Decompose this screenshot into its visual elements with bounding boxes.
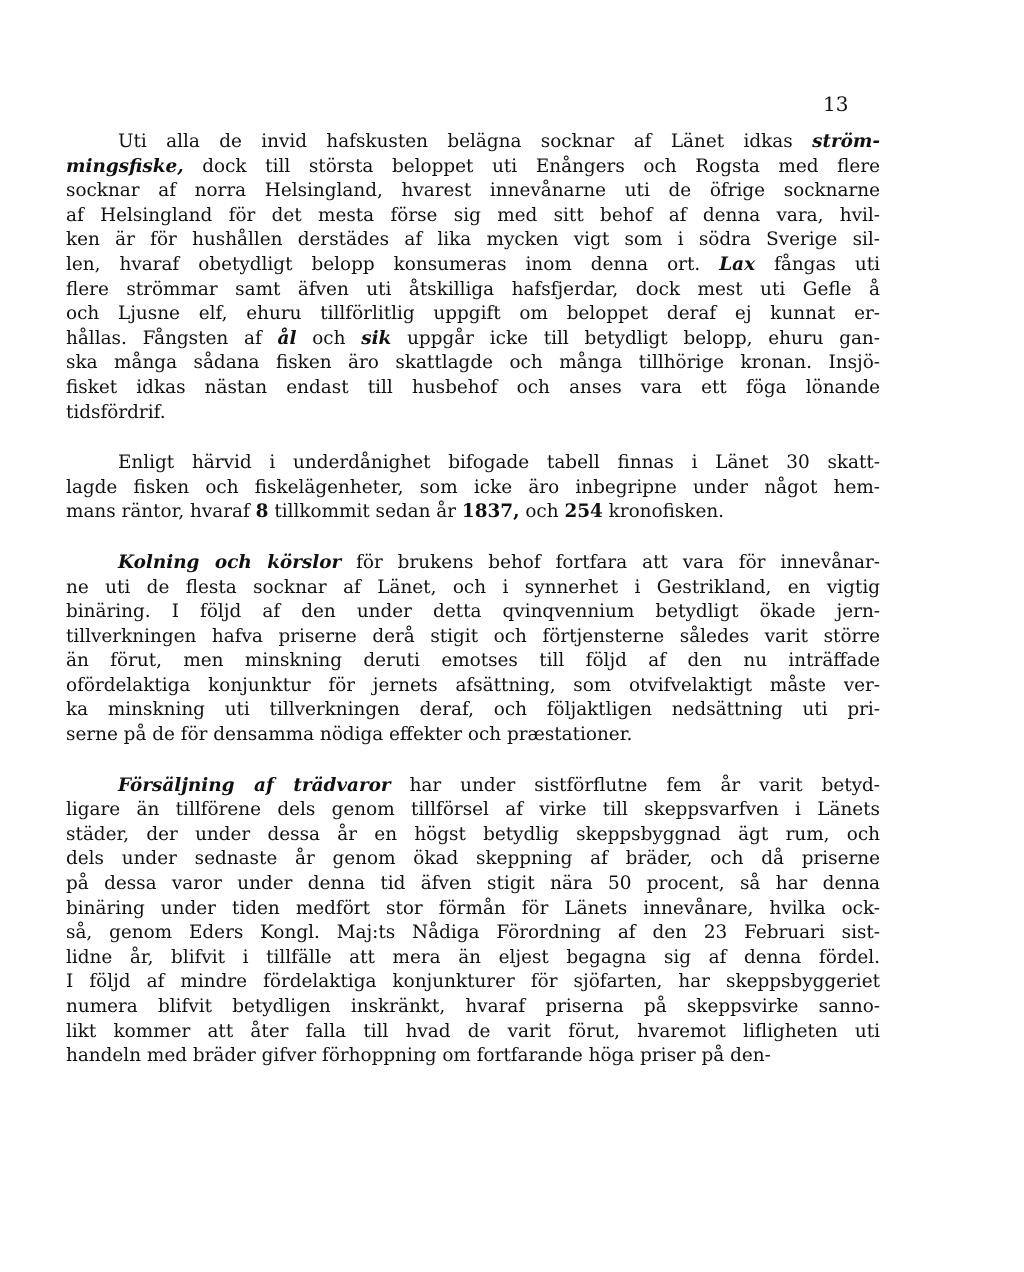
text-run: dels under sednaste år genom ökad skeppning af bräder, och då priserne bbox=[66, 848, 880, 870]
text-run: Kolning och körslor bbox=[118, 551, 342, 573]
text-line bbox=[66, 551, 880, 576]
text-run: ska många sådana fisken äro skattlagde och många tillhörige kronan. Insjö- bbox=[66, 352, 880, 374]
text-line bbox=[66, 1044, 880, 1069]
text-line bbox=[66, 302, 880, 327]
text-run: har under sistförflutne fem år varit betyd- bbox=[390, 774, 881, 796]
body-text bbox=[66, 130, 880, 1069]
text-run: serne på de för densamma nödiga effekter och præstationer. bbox=[66, 724, 633, 746]
paragraph-forsaljning-af-tradvaror bbox=[66, 774, 880, 1069]
text-line bbox=[66, 600, 880, 625]
text-run: af Helsingland för det mesta förse sig med sitt behof af denna vara, hvil- bbox=[66, 204, 880, 226]
text-run: kronofisken. bbox=[602, 501, 725, 523]
text-line bbox=[66, 823, 880, 848]
text-run: I följd af mindre fördelaktiga konjunkturer för sjöfarten, har skeppsbyggeriet bbox=[66, 971, 880, 993]
text-run: socknar af norra Helsingland, hvarest innevånarne uti de öfrige socknarne bbox=[66, 180, 880, 202]
text-run: ne uti de flesta socknar af Länet, och i synnerhet i Gestrikland, en vigtig bbox=[66, 576, 880, 598]
text-line bbox=[66, 946, 880, 971]
text-line bbox=[66, 155, 880, 180]
text-run: sik bbox=[361, 327, 392, 349]
text-run: dock till största beloppet uti Enångers och Rogsta med flere bbox=[183, 155, 880, 177]
text-run: än förut, men minskning deruti emotses till följd af den nu inträffade bbox=[66, 650, 880, 672]
text-line bbox=[66, 995, 880, 1020]
text-run: för brukens behof fortfara att vara för innevånar- bbox=[341, 551, 880, 573]
text-run: 8 bbox=[255, 501, 269, 523]
text-run: Enligt härvid i underdånighet bifogade tabell finnas i Länet 30 skatt- bbox=[118, 452, 880, 474]
text-run: så, genom Eders Kongl. Maj:ts Nådiga Förordning af den 23 Februari sist- bbox=[66, 922, 880, 944]
text-line bbox=[66, 204, 880, 229]
text-run: städer, der under dessa år en högst betydlig skeppsbyggnad ägt rum, och bbox=[66, 823, 880, 845]
text-run: lagde fisken och fiskelägenheter, som icke äro inbegripne under något hem- bbox=[66, 476, 880, 498]
text-line bbox=[66, 179, 880, 204]
text-run: fisket idkas nästan endast till husbehof och anses vara ett föga lönande bbox=[66, 376, 880, 398]
text-line bbox=[66, 872, 880, 897]
text-run: på dessa varor under denna tid äfven stigit nära 50 procent, så har denna bbox=[66, 873, 880, 895]
text-line bbox=[66, 228, 880, 253]
text-run: och bbox=[296, 327, 362, 349]
text-line bbox=[66, 376, 880, 401]
page-number: 13 bbox=[823, 92, 849, 116]
text-run: Försäljning af trädvaror bbox=[118, 774, 391, 796]
text-run: Uti alla de invid hafskusten belägna socknar af Länet idkas bbox=[118, 131, 813, 152]
text-line bbox=[66, 327, 880, 352]
paragraph-kolning-och-korslor bbox=[66, 551, 880, 748]
text-run: ken är för hushållen derstädes af lika mycken vigt som i södra Sverige sil- bbox=[66, 229, 880, 251]
text-line bbox=[66, 698, 880, 723]
text-line bbox=[66, 798, 880, 823]
text-run: tidsfördrif. bbox=[66, 401, 166, 423]
text-run: handeln med bräder gifver förhoppning om fortfarande höga priser på den- bbox=[66, 1045, 771, 1067]
text-line bbox=[66, 897, 880, 922]
text-line bbox=[66, 401, 880, 426]
text-line bbox=[66, 253, 880, 278]
text-line bbox=[66, 130, 880, 155]
text-line bbox=[66, 625, 880, 650]
text-line bbox=[66, 723, 880, 748]
text-run: Lax bbox=[719, 253, 756, 275]
text-run: ligare än tillförene dels genom tillförsel af virke till skeppsvarfven i Länets bbox=[66, 799, 880, 821]
text-line bbox=[66, 500, 880, 525]
paragraph-skattlagde-fisken bbox=[66, 451, 880, 525]
text-line bbox=[66, 970, 880, 995]
text-run: och Ljusne elf, ehuru tillförlitlig uppgift om beloppet deraf ej kunnat er- bbox=[66, 303, 880, 325]
text-run: numera blifvit betydligen inskränkt, hvaraf priserna på skeppsvirke sanno- bbox=[66, 996, 880, 1017]
text-run: 1837, bbox=[461, 501, 520, 523]
text-run: mans räntor, hvaraf bbox=[66, 501, 256, 523]
text-run: 254 bbox=[564, 501, 603, 523]
text-run: lidne år, blifvit i tillfälle att mera än eljest begagna sig af denna fördel. bbox=[66, 946, 880, 968]
text-line bbox=[66, 921, 880, 946]
text-run: tillverkningen hafva priserne derå stigit och förtjensterne således varit större bbox=[66, 625, 880, 647]
text-run: flere strömmar samt äfven uti åtskilliga hafsfjerdar, dock mest uti Gefle å bbox=[66, 278, 880, 300]
text-run: tillkommit sedan år bbox=[268, 501, 462, 523]
text-run: binäring. I följd af den under detta qvinqvennium betydligt ökade jern- bbox=[66, 601, 880, 623]
text-line bbox=[66, 847, 880, 872]
text-run: ål bbox=[277, 327, 297, 349]
paragraph-strommingsfiske bbox=[66, 130, 880, 425]
text-line bbox=[66, 278, 880, 303]
text-run: hållas. Fångsten af bbox=[66, 327, 278, 349]
text-run: uppgår icke till betydligt belopp, ehuru gan- bbox=[391, 327, 880, 349]
text-line bbox=[66, 674, 880, 699]
text-line bbox=[66, 476, 880, 501]
text-run: ofördelaktiga konjunktur för jernets afsättning, som otvifvelaktigt måste ver- bbox=[66, 674, 880, 696]
text-run: len, hvaraf obetydligt belopp konsumeras inom denna ort. bbox=[66, 253, 720, 275]
text-run: ka minskning uti tillverkningen deraf, och följaktligen nedsättning uti pri- bbox=[66, 699, 880, 721]
text-line bbox=[66, 576, 880, 601]
text-line bbox=[66, 351, 880, 376]
text-run: mingsfiske, bbox=[66, 155, 184, 177]
text-run: binäring under tiden medfört stor förmån för Länets innevånare, hvilka ock- bbox=[66, 897, 880, 919]
text-line bbox=[66, 774, 880, 799]
text-line bbox=[66, 1020, 880, 1045]
text-run: och bbox=[519, 501, 565, 523]
text-run: likt kommer att åter falla till hvad de varit förut, hvaremot lifligheten uti bbox=[66, 1020, 880, 1042]
text-line bbox=[66, 451, 880, 476]
text-line bbox=[66, 649, 880, 674]
text-run: ström- bbox=[812, 131, 880, 152]
text-run: fångas uti bbox=[755, 253, 880, 275]
